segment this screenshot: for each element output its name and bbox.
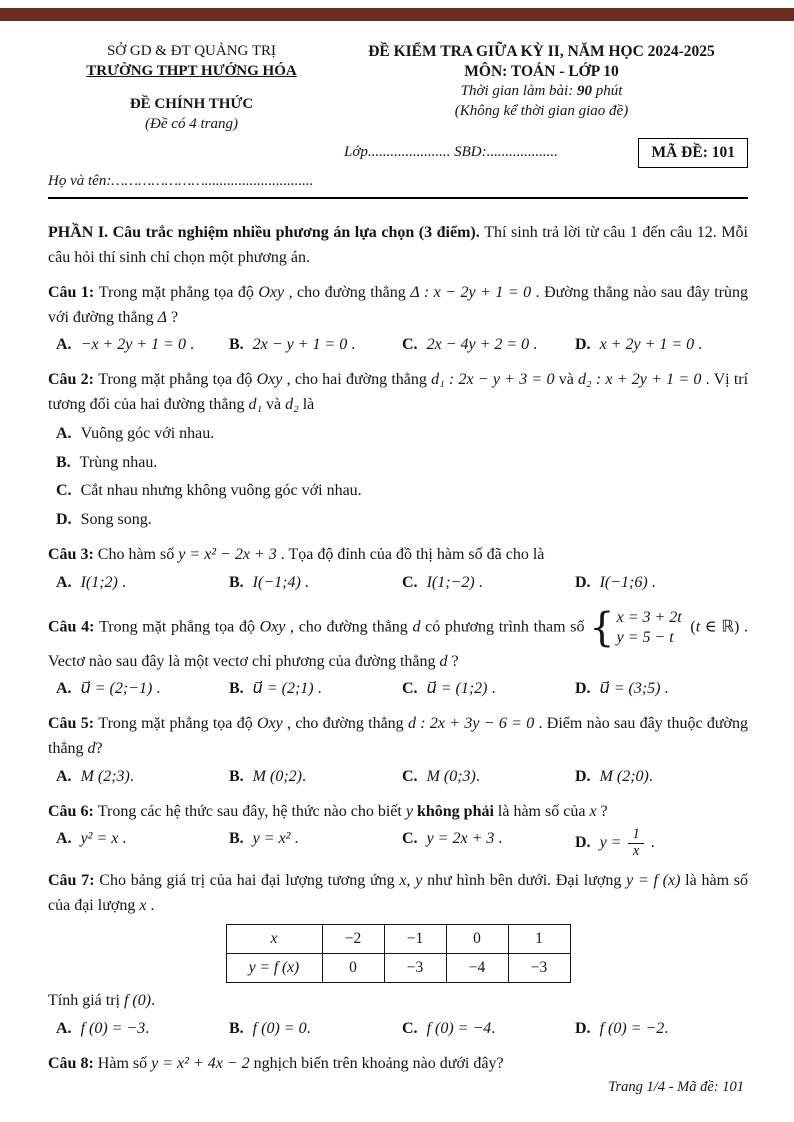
option-text: I(1;2) .	[80, 573, 126, 591]
option-text: I(−1;4) .	[252, 573, 309, 591]
option-c	[402, 827, 575, 858]
fraction	[628, 827, 643, 858]
header-left	[48, 42, 335, 134]
page-count-note: (Đề có 4 trang)	[145, 115, 238, 132]
question-6-text: Câu 6: Trong các hệ thức sau đây, hệ thức nào cho biết y không phải là hàm số của x ?	[48, 802, 608, 820]
question-1-options	[56, 333, 748, 358]
system-brace: {	[589, 604, 615, 651]
option-text: u⃗ = (1;2) .	[426, 680, 496, 698]
option-a	[56, 827, 229, 858]
table-cell: x	[226, 925, 322, 954]
option-a	[56, 422, 748, 447]
question-4-text	[48, 606, 748, 675]
option-letter: A.	[56, 1020, 72, 1038]
option-letter: A.	[56, 767, 72, 785]
option-text: f (0) = 0.	[252, 1020, 311, 1038]
header-divider	[48, 197, 748, 199]
option-letter: B.	[229, 830, 244, 848]
option-text: 2x − 4y + 2 = 0 .	[426, 336, 538, 354]
table-cell: 1	[508, 925, 570, 954]
option-letter: C.	[56, 482, 72, 500]
exam-title: ĐỀ KIỂM TRA GIỮA KỲ II, NĂM HỌC 2024-2025	[368, 43, 715, 60]
question-4-options	[56, 677, 748, 702]
option-c	[402, 677, 575, 702]
option-letter: B.	[229, 680, 244, 698]
question-2-options	[56, 422, 748, 533]
question-7-text: Câu 7: Cho bảng giá trị của hai đại lượng tương ứng x, y như hình bên dưới. Đại lượng y = f (x) là hàm số của đại lượng x .	[48, 871, 748, 914]
question-8	[48, 1052, 748, 1077]
question-8-text: Câu 8: Hàm số y = x² + 4x − 2 nghịch biến trên khoảng nào dưới đây?	[48, 1055, 504, 1073]
option-c	[402, 1017, 575, 1042]
option-text: f (0) = −3.	[80, 1020, 150, 1038]
option-b	[229, 765, 402, 790]
option-letter: D.	[575, 336, 591, 354]
option-letter: B.	[56, 453, 71, 471]
question-5-options	[56, 765, 748, 790]
option-d	[575, 333, 748, 358]
option-letter: D.	[575, 573, 591, 591]
class-sbd-line: Lớp...................... SBD:...................	[344, 144, 558, 161]
option-text: Cắt nhau nhưng không vuông góc với nhau.	[80, 482, 362, 500]
question-2	[48, 368, 748, 533]
table-cell: −4	[446, 954, 508, 983]
option-c	[402, 333, 575, 358]
question-7	[48, 869, 748, 1042]
system-line-2: y = 5 − t	[616, 628, 674, 646]
table-row-y	[226, 954, 570, 983]
option-b	[229, 827, 402, 858]
question-6	[48, 800, 748, 859]
option-letter: B.	[229, 573, 244, 591]
official-exam-label: ĐỀ CHÍNH THỨC	[129, 96, 254, 112]
option-letter: A.	[56, 424, 72, 442]
header-right	[335, 42, 748, 134]
option-text: Song song.	[80, 511, 152, 529]
option-letter: A.	[56, 830, 72, 848]
question-3-options	[56, 571, 748, 596]
question-3-text: Câu 3: Cho hàm số y = x² − 2x + 3 . Tọa độ đỉnh của đồ thị hàm số đã cho là	[48, 546, 545, 564]
option-d	[575, 1017, 748, 1042]
fraction-pre: y =	[599, 833, 626, 851]
option-text: u⃗ = (3;5) .	[599, 680, 669, 698]
system-lines	[617, 608, 682, 648]
table-cell: −1	[384, 925, 446, 954]
option-letter: D.	[575, 1020, 591, 1038]
option-a	[56, 765, 229, 790]
option-b	[229, 677, 402, 702]
option-a	[56, 333, 229, 358]
option-text	[599, 826, 655, 859]
question-5-text: Câu 5: Trong mặt phẳng tọa độ Oxy , cho đường thẳng d : 2x + 3y − 6 = 0 . Điểm nào sau đây thuộc đường thẳng d?	[48, 715, 748, 758]
option-text: M (0;2).	[252, 767, 306, 785]
option-text: M (2;0).	[599, 767, 653, 785]
option-a	[56, 571, 229, 596]
question-7-subtext: Tính giá trị f (0).	[48, 992, 156, 1010]
table-cell: −3	[384, 954, 446, 983]
question-5	[48, 712, 748, 789]
option-letter: A.	[56, 680, 72, 698]
school-name: TRƯỜNG THPT HƯỚNG HÓA	[86, 62, 297, 79]
option-a	[56, 1017, 229, 1042]
option-letter: C.	[402, 573, 418, 591]
option-letter: A.	[56, 573, 72, 591]
table-cell: −3	[508, 954, 570, 983]
top-scan-bar	[0, 8, 794, 21]
option-text: y = 2x + 3 .	[426, 830, 503, 848]
value-table-wrap	[48, 924, 748, 983]
option-text: M (0;3).	[426, 767, 480, 785]
fraction-numerator: 1	[628, 827, 643, 843]
option-letter: C.	[402, 1020, 418, 1038]
page-footer: Trang 1/4 - Mã đề: 101	[608, 1079, 744, 1095]
header-fill-row	[48, 138, 748, 168]
option-b	[229, 1017, 402, 1042]
exam-code-box: MÃ ĐỀ: 101	[638, 138, 748, 168]
option-a	[56, 677, 229, 702]
question-2-text: Câu 2: Trong mặt phẳng tọa độ Oxy , cho hai đường thẳng d₁ : 2x − y + 3 = 0 và d₂ : x + 2y + 1 = 0 . Vị trí tương đối của hai đường thẳng d₁ và d₂ là	[48, 371, 749, 414]
table-cell: −2	[322, 925, 384, 954]
question-4-text-after: (t ∈ ℝ) . Vectơ nào sau đây là một vectơ chỉ phương của đường thẳng d ?	[48, 618, 749, 670]
option-text: x + 2y + 1 = 0 .	[599, 336, 703, 354]
option-text: I(1;−2) .	[426, 573, 483, 591]
system-line-1: x = 3 + 2t	[616, 608, 682, 626]
option-text: f (0) = −4.	[426, 1020, 496, 1038]
option-letter: B.	[229, 1020, 244, 1038]
value-table	[226, 924, 571, 983]
option-d	[56, 508, 748, 533]
option-letter: A.	[56, 336, 72, 354]
part1-heading: PHẦN I. Câu trắc nghiệm nhiều phương án lựa chọn (3 điểm). Thí sinh trả lời từ câu 1 đến câu 12. Mỗi câu hỏi thí sinh chỉ chọn một phương án.	[48, 224, 748, 267]
option-text: 2x − y + 1 = 0 .	[252, 336, 356, 354]
option-text: M (2;3).	[80, 767, 134, 785]
option-text: u⃗ = (2;−1) .	[80, 680, 161, 698]
department-name: SỞ GD & ĐT QUẢNG TRỊ	[106, 43, 277, 59]
table-row-x	[226, 925, 570, 954]
table-cell: 0	[446, 925, 508, 954]
option-text: I(−1;6) .	[599, 573, 656, 591]
option-text: Trùng nhau.	[79, 453, 158, 471]
option-text: u⃗ = (2;1) .	[252, 680, 322, 698]
option-text: y = x² .	[252, 830, 299, 848]
question-1-text: Câu 1: Trong mặt phẳng tọa độ Oxy , cho đường thẳng Δ : x − 2y + 1 = 0 . Đường thẳng nào sau đây trùng với đường thẳng Δ ?	[48, 283, 749, 326]
option-text: Vuông góc với nhau.	[80, 424, 215, 442]
option-b	[229, 571, 402, 596]
parametric-system	[589, 604, 682, 651]
exam-subject: MÔN: TOÁN - LỚP 10	[464, 63, 619, 81]
table-cell: y = f (x)	[226, 954, 322, 983]
option-letter: C.	[402, 336, 418, 354]
question-1	[48, 281, 748, 358]
option-d	[575, 765, 748, 790]
option-text: f (0) = −2.	[599, 1020, 669, 1038]
option-letter: B.	[229, 767, 244, 785]
option-letter: D.	[56, 511, 72, 529]
exam-time-note: (Không kể thời gian giao đề)	[454, 102, 629, 119]
table-cell: 0	[322, 954, 384, 983]
option-letter: C.	[402, 830, 418, 848]
question-4-text-before: Câu 4: Trong mặt phẳng tọa độ Oxy , cho đường thẳng d có phương trình tham số	[48, 618, 590, 636]
question-4	[48, 606, 748, 703]
option-letter: D.	[575, 680, 591, 698]
fraction-denominator: x	[632, 842, 640, 859]
question-3	[48, 543, 748, 596]
option-b	[229, 333, 402, 358]
question-7-options	[56, 1017, 748, 1042]
exam-header	[48, 42, 748, 134]
option-text: y² = x .	[80, 830, 127, 848]
option-c	[56, 479, 748, 504]
option-text: −x + 2y + 1 = 0 .	[80, 336, 194, 354]
fraction-post: .	[646, 833, 655, 851]
page-content	[48, 42, 748, 1077]
option-d	[575, 677, 748, 702]
option-letter: B.	[229, 336, 244, 354]
option-c	[402, 571, 575, 596]
option-letter: C.	[402, 680, 418, 698]
option-d	[575, 571, 748, 596]
option-d	[575, 827, 748, 858]
option-letter: D.	[575, 767, 591, 785]
name-line: Họ và tên:………………….............................	[48, 173, 314, 190]
question-6-options	[56, 827, 748, 858]
option-letter: D.	[575, 833, 591, 851]
exam-duration: Thời gian làm bài: 90 phút	[460, 83, 623, 100]
option-letter: C.	[402, 767, 418, 785]
option-b	[56, 451, 748, 476]
option-c	[402, 765, 575, 790]
